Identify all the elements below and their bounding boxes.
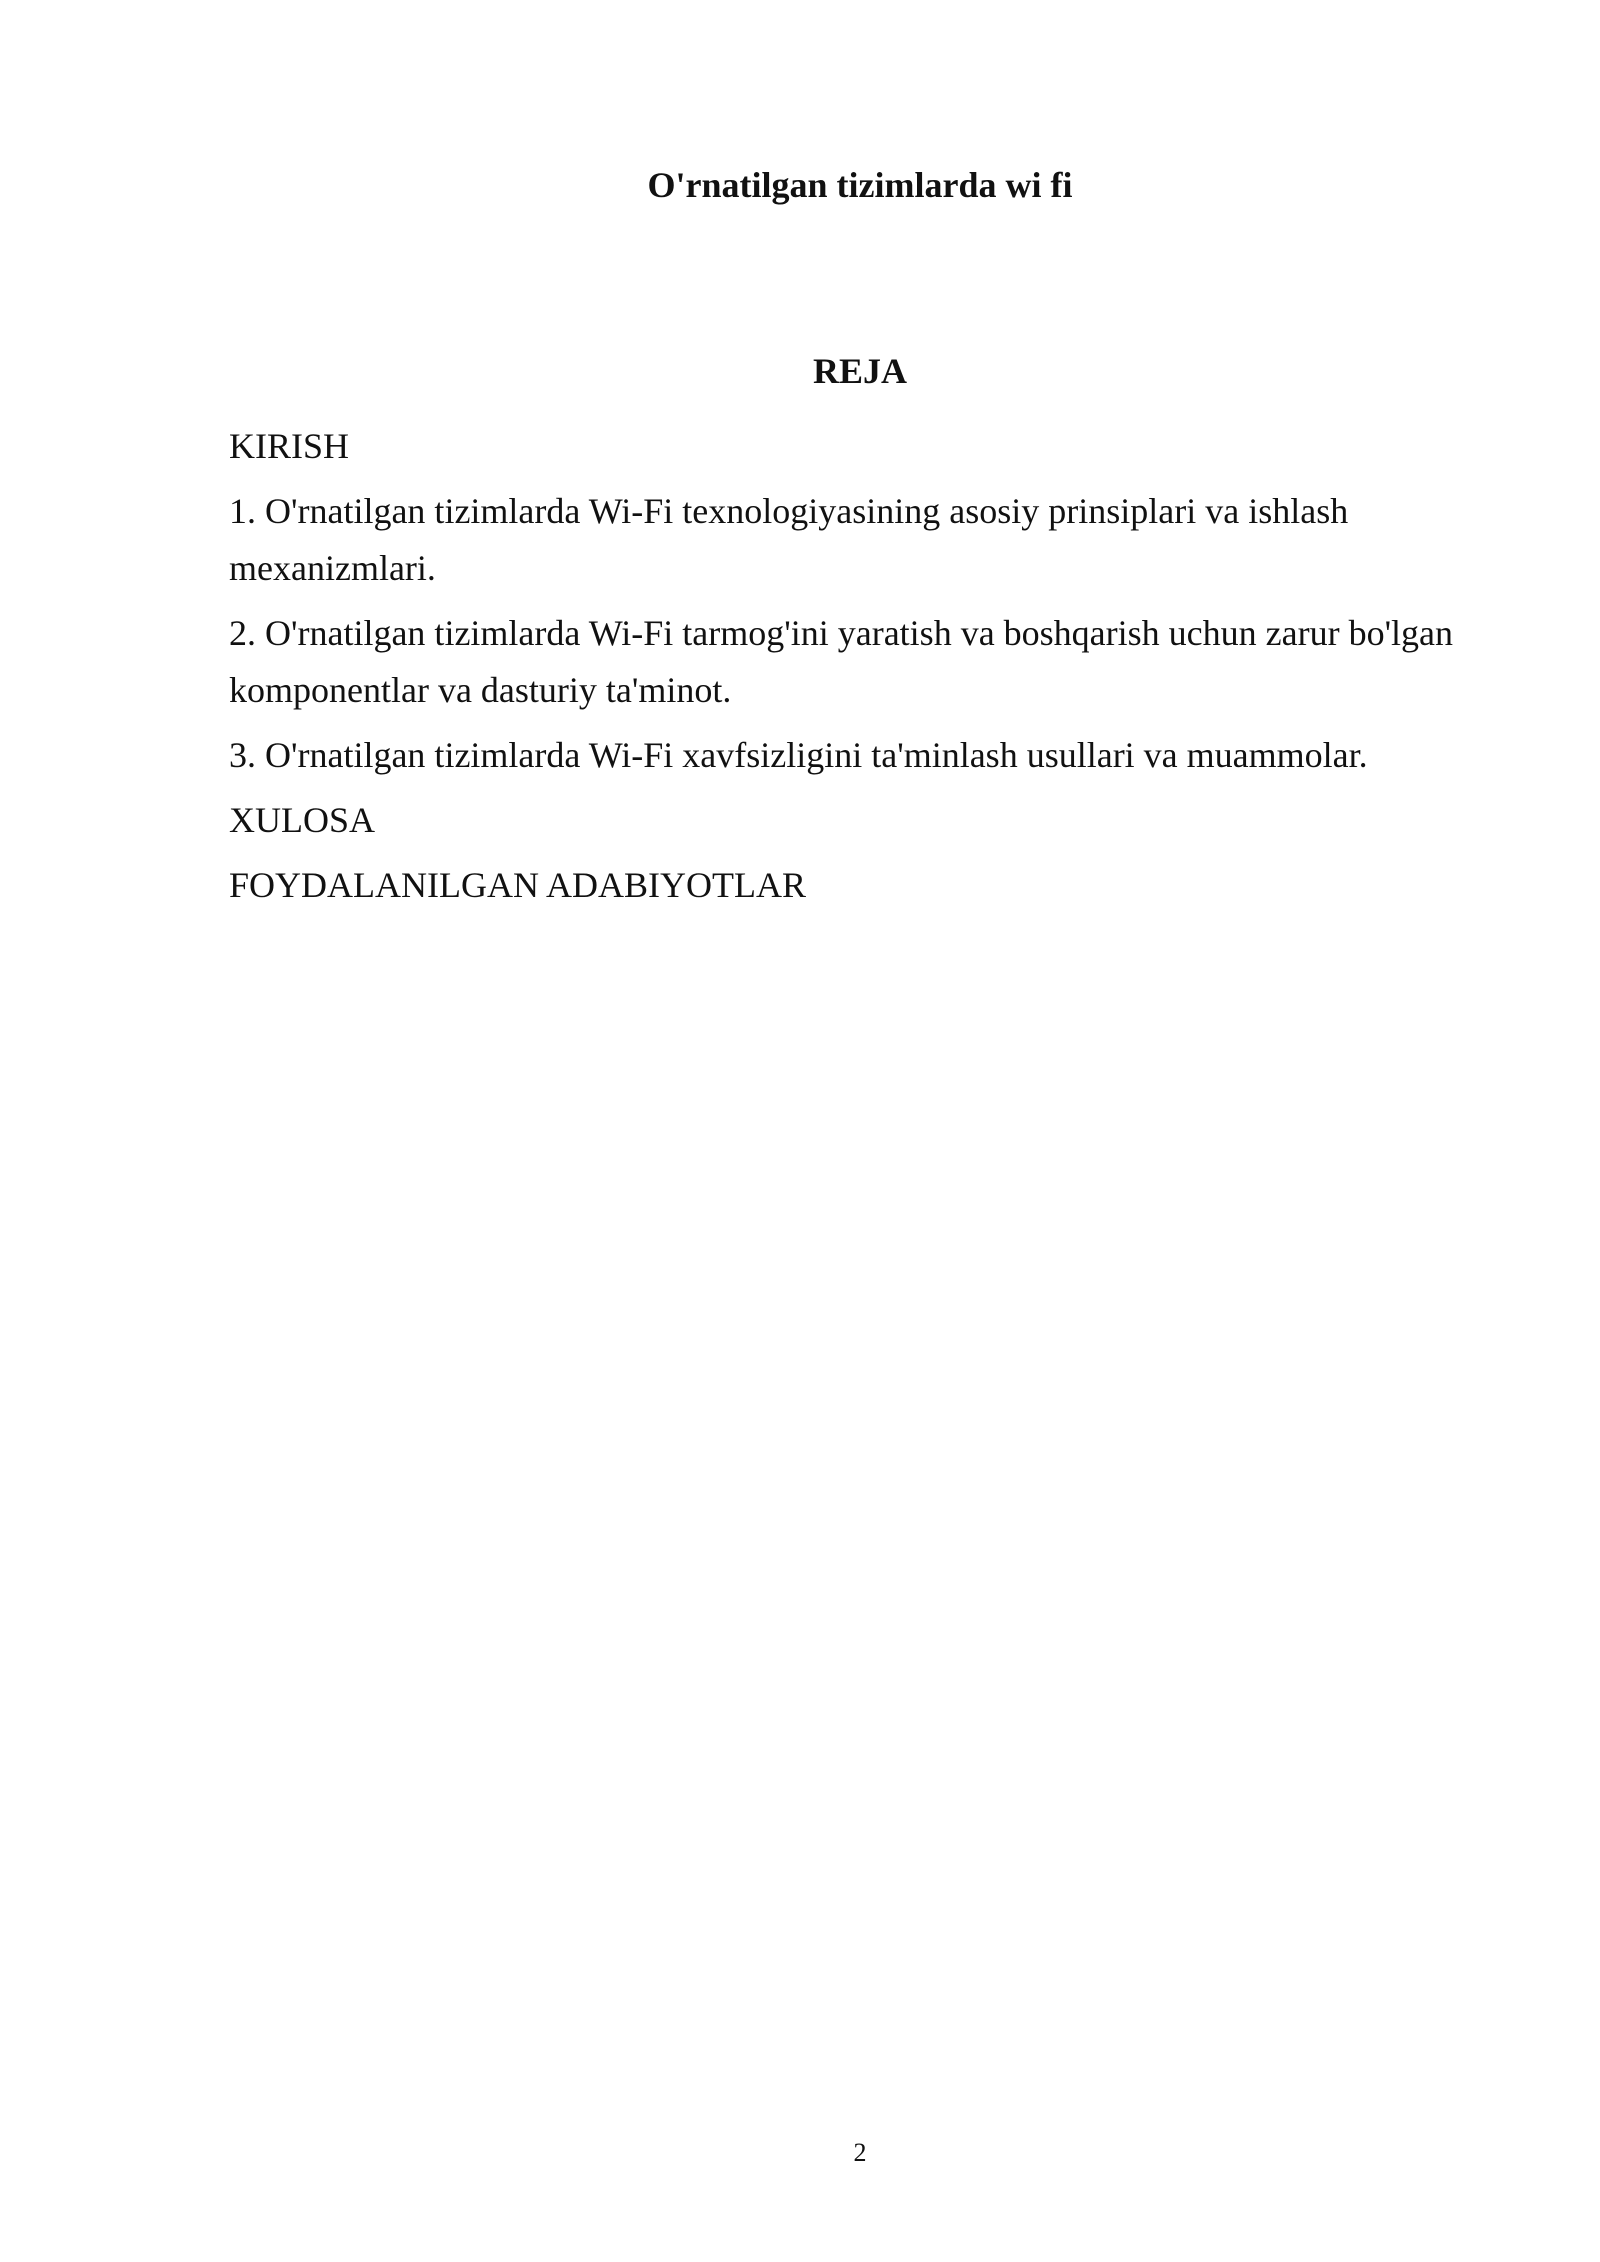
document-title: O'rnatilgan tizimlarda wi fi <box>647 165 1073 205</box>
page-number: 2 <box>853 2138 867 2167</box>
table-of-contents <box>229 418 1469 922</box>
toc-item-1: 1. O'rnatilgan tizimlarda Wi-Fi texnologiyasining asosiy prinsiplari va ishlash mexanizmlari. <box>229 491 1349 588</box>
toc-item-3: 3. O'rnatilgan tizimlarda Wi-Fi xavfsizligini ta'minlash usullari va muammolar. <box>229 735 1368 775</box>
toc-item-2: 2. O'rnatilgan tizimlarda Wi-Fi tarmog'ini yaratish va boshqarish uchun zarur bo'lgan komponentlar va dasturiy ta'minot. <box>229 613 1454 710</box>
toc-item-conclusion: XULOSA <box>229 800 376 840</box>
toc-item-introduction: KIRISH <box>229 426 350 466</box>
toc-item-references: FOYDALANILGAN ADABIYOTLAR <box>229 865 806 905</box>
plan-heading: REJA <box>812 351 907 391</box>
